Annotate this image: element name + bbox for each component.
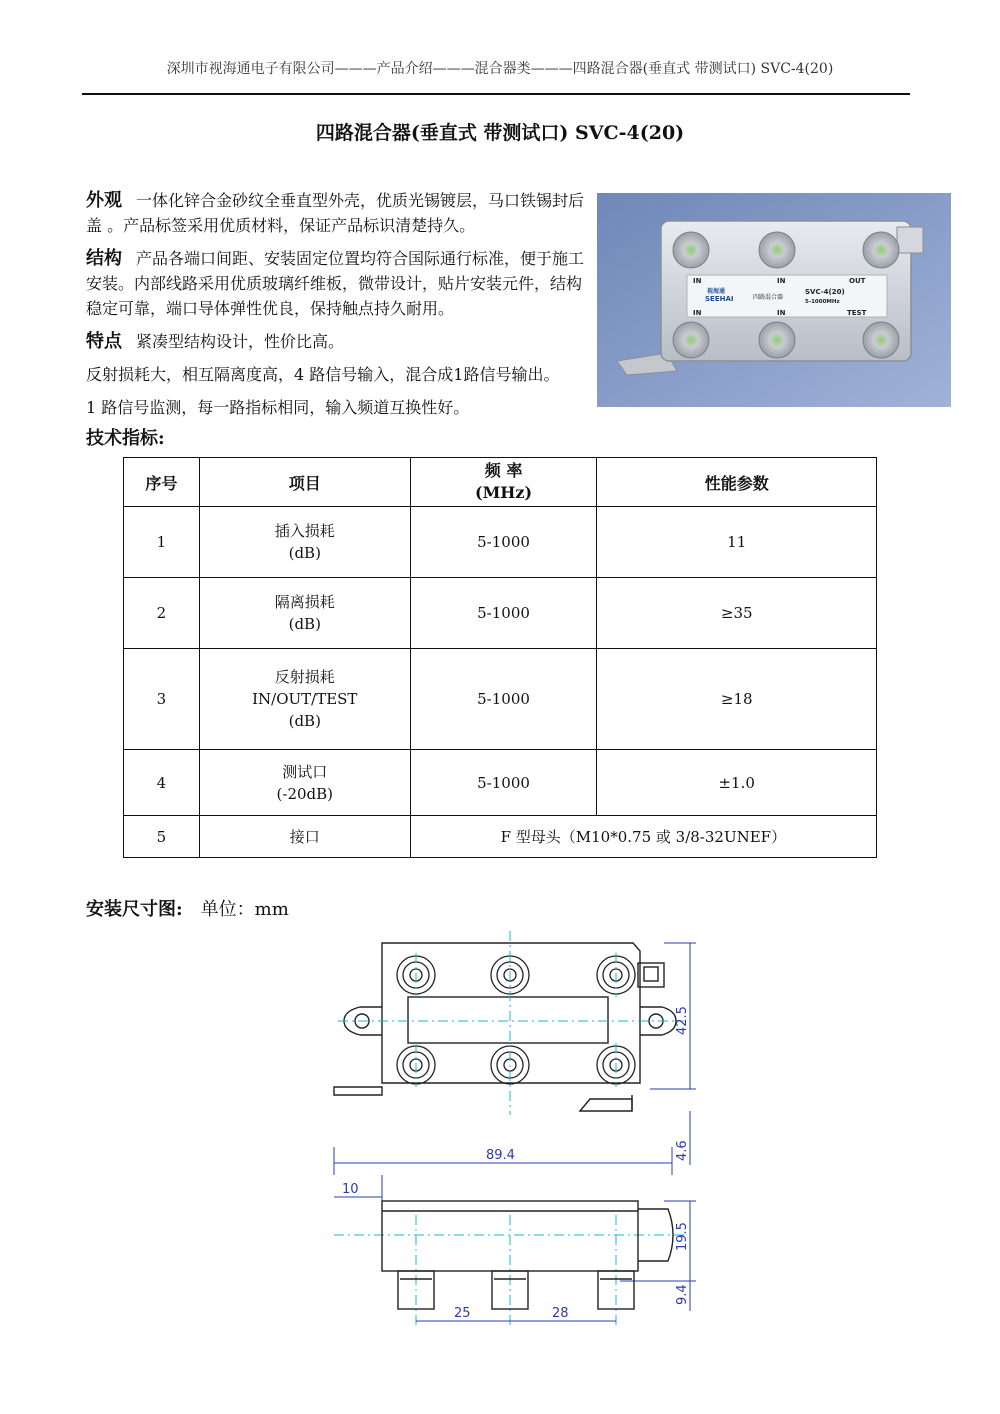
photo-label-in-top-mid: IN (777, 277, 786, 285)
row-no: 4 (124, 750, 200, 816)
dim-pitch-right: 28 (552, 1306, 569, 1321)
feature-text: 紧凑型结构设计，性价比高。 (136, 332, 345, 351)
structure-text: 产品各端口间距、安装固定位置均符合国际通行标准，便于施工安装。内部线路采用优质玻璃纤维板，微带设计，贴片安装元件，结构稳定可靠，端口导体弹性优良，保持触点持久耐用。 (86, 249, 585, 318)
table-row (124, 649, 877, 750)
table-row (124, 578, 877, 649)
appearance-text: 一体化锌合金砂纹全垂直型外壳，优质光锡镀层，马口铁锡封后盖 。产品标签采用优质材料，保证产品标识清楚持久。 (86, 191, 585, 235)
table-row (124, 816, 877, 858)
row-value: 11 (597, 507, 877, 578)
row-no: 3 (124, 649, 200, 750)
header-freq-line1: 频 率 (484, 461, 523, 480)
dim-height: 42.5 (675, 1006, 690, 1035)
row-item (199, 649, 410, 750)
row-item-line: 反射损耗 (274, 668, 335, 686)
dim-width: 89.4 (486, 1148, 515, 1163)
row-freq: 5-1000 (410, 507, 597, 578)
row-item: 接口 (199, 816, 410, 858)
row-item-line: 插入损耗 (274, 522, 335, 540)
feature-label: 特点 (86, 331, 122, 352)
feature-line-3: 1 路信号监测，每一路指标相同，输入频道互换性好。 (86, 398, 470, 417)
product-photo (597, 193, 951, 407)
appearance-paragraph (86, 188, 586, 238)
dim-flange: 4.6 (675, 1140, 690, 1161)
dim-pitch-left: 25 (454, 1306, 471, 1321)
row-value: F 型母头（M10*0.75 或 3/8-32UNEF） (410, 816, 876, 858)
header-rule (82, 93, 910, 95)
mount-unit: 单位：mm (200, 899, 289, 920)
dim-connector: 9.4 (675, 1284, 690, 1305)
row-item (199, 507, 410, 578)
photo-model: SVC-4(20) (805, 288, 845, 296)
dim-offset: 10 (342, 1182, 359, 1197)
side-view (382, 1201, 673, 1309)
table-row (124, 750, 877, 816)
header-freq-line2: (MHz) (475, 483, 533, 502)
row-item-line: (-20dB) (276, 784, 334, 803)
page-header: 深圳市视海通电子有限公司———产品介绍———混合器类———四路混合器(垂直式 带测试口) SVC-4(20) (166, 61, 834, 77)
dimension-lines (334, 943, 696, 1321)
photo-label-in-top-left: IN (693, 277, 702, 285)
photo-brand-en: SEEHAI (705, 295, 734, 303)
row-value: ±1.0 (597, 750, 877, 816)
structure-paragraph (86, 246, 586, 321)
front-view (334, 943, 676, 1111)
header-no: 序号 (124, 458, 200, 507)
row-no: 5 (124, 816, 200, 858)
document-title: 四路混合器(垂直式 带测试口) SVC-4(20) (315, 122, 685, 144)
row-item-line: 隔离损耗 (274, 593, 335, 611)
row-value: ≥35 (597, 578, 877, 649)
structure-label: 结构 (86, 248, 122, 269)
photo-product-cn: 四路混合器 (753, 294, 784, 301)
photo-range: 5-1000MHz (805, 299, 840, 305)
header-freq (410, 458, 597, 507)
photo-label-out: OUT (849, 277, 866, 285)
center-lines (334, 931, 688, 1329)
row-value: ≥18 (597, 649, 877, 750)
mount-label: 安装尺寸图: (86, 899, 183, 920)
photo-label-in-bottom-left: IN (693, 309, 702, 317)
dim-depth: 19.5 (675, 1222, 690, 1251)
row-item-line: IN/OUT/TEST (252, 690, 358, 708)
feature-line-2: 反射损耗大，相互隔离度高，4 路信号输入，混合成1路信号输出。 (86, 365, 560, 384)
appearance-label: 外观 (86, 190, 122, 211)
header-perf: 性能参数 (597, 458, 877, 507)
photo-label-test: TEST (847, 309, 867, 317)
front-ports (397, 956, 635, 1084)
intro-section (86, 188, 586, 428)
row-item-line: 测试口 (282, 762, 328, 781)
row-item (199, 750, 410, 816)
photo-brand-cn: 视海通 (707, 288, 726, 295)
row-freq: 5-1000 (410, 649, 597, 750)
spec-table (123, 457, 877, 858)
row-freq: 5-1000 (410, 750, 597, 816)
mount-heading (86, 895, 289, 921)
spec-heading: 技术指标: (86, 428, 165, 449)
row-item-line: (dB) (288, 615, 321, 633)
row-item-line: (dB) (288, 544, 321, 562)
table-row (124, 507, 877, 578)
spec-table-header-row (124, 458, 877, 507)
row-freq: 5-1000 (410, 578, 597, 649)
row-item (199, 578, 410, 649)
row-no: 2 (124, 578, 200, 649)
feature-paragraph (86, 329, 586, 354)
dimension-drawing (320, 925, 700, 1345)
header-item: 项目 (199, 458, 410, 507)
photo-label-in-bottom-mid: IN (777, 309, 786, 317)
row-item-line: (dB) (288, 712, 321, 730)
row-no: 1 (124, 507, 200, 578)
